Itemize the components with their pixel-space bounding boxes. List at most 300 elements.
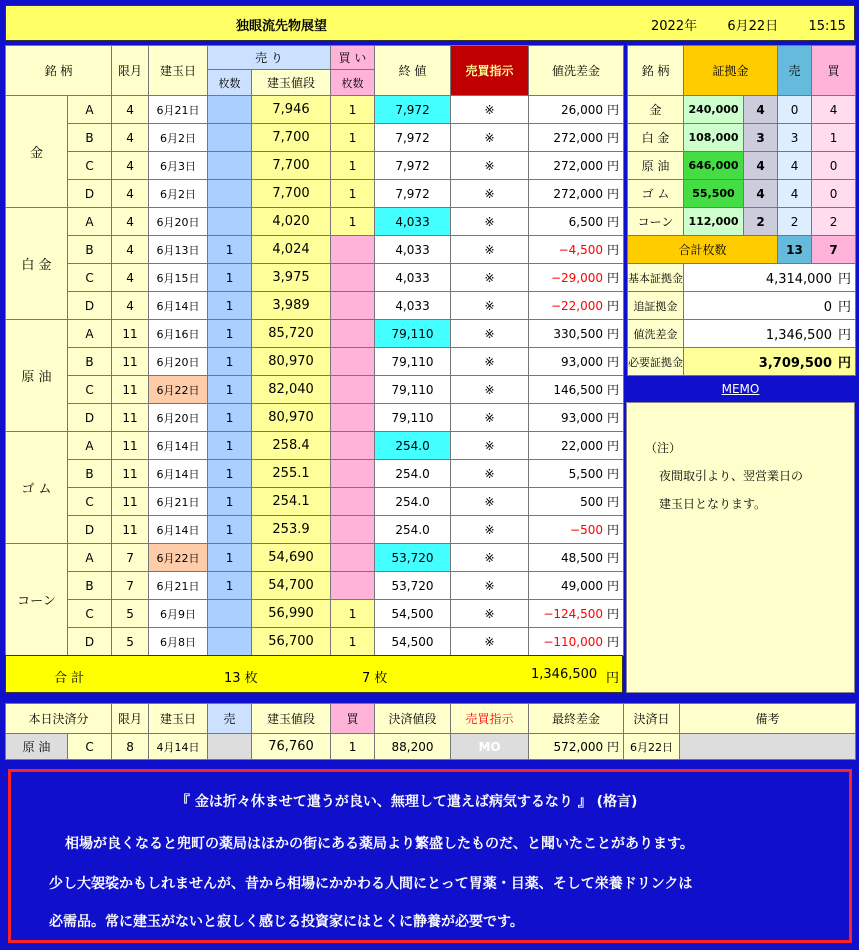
row-price: 7,700 xyxy=(252,180,331,208)
row-sell: 1 xyxy=(208,488,252,516)
row-month: 11 xyxy=(112,348,149,376)
row-price: 3,975 xyxy=(252,264,331,292)
row-close: 79,110 xyxy=(375,404,451,432)
row-diff-unit: 円 xyxy=(607,635,620,649)
row-diff xyxy=(529,348,624,376)
row-code: C xyxy=(68,264,112,292)
group-name: コーン xyxy=(6,544,68,656)
row-signal: ※ xyxy=(451,124,529,152)
margin-row xyxy=(628,180,856,208)
row-close: 7,972 xyxy=(375,152,451,180)
margin-row xyxy=(628,208,856,236)
row-price: 258.4 xyxy=(252,432,331,460)
row-month: 5 xyxy=(112,600,149,628)
row-diff-value: 49,000 xyxy=(561,579,604,593)
quote-panel xyxy=(8,769,852,943)
table-row xyxy=(6,236,624,264)
settle-final-unit: 円 xyxy=(607,740,620,754)
row-month: 11 xyxy=(112,432,149,460)
row-close: 254.0 xyxy=(375,488,451,516)
margin-lots: 2 xyxy=(744,208,778,236)
row-diff-unit: 円 xyxy=(607,299,620,313)
margin-summary-label: 追証拠金 xyxy=(628,292,684,320)
row-month: 4 xyxy=(112,264,149,292)
row-date: 6月9日 xyxy=(149,600,208,628)
margin-count-buy: 7 xyxy=(812,236,856,264)
row-diff-value: −4,500 xyxy=(558,243,604,257)
row-diff xyxy=(529,460,624,488)
row-diff-unit: 円 xyxy=(607,439,620,453)
row-buy xyxy=(331,236,375,264)
table-row xyxy=(6,292,624,320)
row-price: 3,989 xyxy=(252,292,331,320)
row-signal: ※ xyxy=(451,180,529,208)
row-sell xyxy=(208,628,252,656)
table-row xyxy=(6,96,624,124)
table-row xyxy=(6,152,624,180)
row-diff xyxy=(529,628,624,656)
margin-count-row xyxy=(628,236,856,264)
row-code: A xyxy=(68,208,112,236)
row-code: C xyxy=(68,488,112,516)
settle-header-kessaiday: 決済日 xyxy=(624,704,680,734)
col-header-signal: 売買指示 xyxy=(451,46,529,96)
row-diff-unit: 円 xyxy=(607,271,620,285)
row-signal: ※ xyxy=(451,96,529,124)
margin-summary-value xyxy=(684,264,856,292)
margin-summary-unit: 円 xyxy=(838,300,852,315)
col-header-sell: 売 り xyxy=(208,46,331,70)
row-date: 6月14日 xyxy=(149,460,208,488)
row-code: B xyxy=(68,236,112,264)
quote-line: 少し大袈裟かもしれませんが、昔から相場にかかわる人間にとって胃薬・目薬、そして栄養ドリンクは xyxy=(49,876,693,892)
margin-summary-amount: 3,709,500 xyxy=(758,356,832,371)
margin-summary-amount: 4,314,000 xyxy=(765,272,832,287)
table-row xyxy=(6,572,624,600)
table-row xyxy=(6,348,624,376)
row-price: 7,700 xyxy=(252,124,331,152)
row-price: 7,700 xyxy=(252,152,331,180)
row-date: 6月22日 xyxy=(149,544,208,572)
row-diff xyxy=(529,208,624,236)
margin-name: 金 xyxy=(628,96,684,124)
margin-sell: 0 xyxy=(778,96,812,124)
settle-header-buy: 買 xyxy=(331,704,375,734)
row-price: 82,040 xyxy=(252,376,331,404)
row-diff-value: 272,000 xyxy=(553,131,604,145)
settle-day: 6月22日 xyxy=(624,734,680,760)
row-signal: ※ xyxy=(451,628,529,656)
row-buy xyxy=(331,516,375,544)
settle-header-signal: 売買指示 xyxy=(451,704,529,734)
row-diff-value: −110,000 xyxy=(543,635,604,649)
margin-summary-label: 基本証拠金 xyxy=(628,264,684,292)
row-month: 4 xyxy=(112,96,149,124)
row-sell: 1 xyxy=(208,236,252,264)
row-sell: 1 xyxy=(208,320,252,348)
row-diff-unit: 円 xyxy=(607,523,620,537)
row-sell: 1 xyxy=(208,516,252,544)
row-sell: 1 xyxy=(208,376,252,404)
row-close: 4,033 xyxy=(375,292,451,320)
row-diff-value: −124,500 xyxy=(543,607,604,621)
row-diff xyxy=(529,320,624,348)
title-bar xyxy=(5,5,855,41)
row-diff-value: 5,500 xyxy=(568,467,604,481)
row-sell xyxy=(208,152,252,180)
total-row xyxy=(5,655,623,693)
row-close: 53,720 xyxy=(375,544,451,572)
margin-summary-unit: 円 xyxy=(838,272,852,287)
row-diff-unit: 円 xyxy=(607,495,620,509)
row-signal: ※ xyxy=(451,236,529,264)
row-code: A xyxy=(68,432,112,460)
table-row xyxy=(6,180,624,208)
row-date: 6月22日 xyxy=(149,376,208,404)
margin-summary-row xyxy=(628,348,856,376)
row-month: 11 xyxy=(112,516,149,544)
row-sell xyxy=(208,124,252,152)
row-sell xyxy=(208,180,252,208)
table-row xyxy=(6,320,624,348)
row-month: 11 xyxy=(112,460,149,488)
memo-panel xyxy=(626,402,855,693)
row-diff-value: 146,500 xyxy=(553,383,604,397)
row-sell: 1 xyxy=(208,264,252,292)
row-price: 56,990 xyxy=(252,600,331,628)
row-signal: ※ xyxy=(451,432,529,460)
group-name: ゴ ム xyxy=(6,432,68,544)
row-diff-unit: 円 xyxy=(607,187,620,201)
row-diff-value: 93,000 xyxy=(561,355,604,369)
margin-name: ゴ ム xyxy=(628,180,684,208)
quote-line: 『 金は折々休ませて遣うが良い、無理して遣えば病気するなり 』 (格言) xyxy=(176,794,638,810)
col-header-owarine: 終 値 xyxy=(375,46,451,96)
row-diff-unit: 円 xyxy=(607,411,620,425)
settle-header-tatene: 建玉値段 xyxy=(252,704,331,734)
row-signal: ※ xyxy=(451,376,529,404)
row-code: B xyxy=(68,124,112,152)
row-price: 4,024 xyxy=(252,236,331,264)
row-date: 6月16日 xyxy=(149,320,208,348)
margin-lots: 4 xyxy=(744,152,778,180)
header-time: 15:15 xyxy=(808,19,846,34)
margin-name: コーン xyxy=(628,208,684,236)
row-diff xyxy=(529,544,624,572)
page-title: 独眼流先物展望 xyxy=(236,19,328,34)
row-close: 53,720 xyxy=(375,572,451,600)
row-price: 254.1 xyxy=(252,488,331,516)
margin-amount: 55,500 xyxy=(684,180,744,208)
margin-summary-value xyxy=(684,348,856,376)
row-buy xyxy=(331,376,375,404)
row-diff-value: −22,000 xyxy=(550,299,604,313)
memo-link[interactable]: MEMO xyxy=(626,380,855,400)
row-buy xyxy=(331,460,375,488)
row-buy xyxy=(331,404,375,432)
margin-row xyxy=(628,124,856,152)
row-sell: 1 xyxy=(208,572,252,600)
row-month: 11 xyxy=(112,404,149,432)
row-sell: 1 xyxy=(208,460,252,488)
row-diff-value: 6,500 xyxy=(568,215,604,229)
memo-line: 夜間取引より、翌営業日の xyxy=(659,469,804,483)
row-close: 7,972 xyxy=(375,180,451,208)
margin-header-meigara: 銘 柄 xyxy=(628,46,684,96)
row-buy: 1 xyxy=(331,180,375,208)
total-diff: 1,346,500 xyxy=(531,667,598,682)
row-price: 80,970 xyxy=(252,404,331,432)
positions-table xyxy=(5,45,624,656)
memo-line: 建玉日となります。 xyxy=(659,497,767,511)
margin-buy: 4 xyxy=(812,96,856,124)
header-monthday: 6月22日 xyxy=(727,19,779,34)
row-signal: ※ xyxy=(451,292,529,320)
row-close: 254.0 xyxy=(375,432,451,460)
settle-month: 8 xyxy=(112,734,149,760)
row-sell: 1 xyxy=(208,544,252,572)
row-buy xyxy=(331,264,375,292)
row-price: 56,700 xyxy=(252,628,331,656)
col-header-tateday: 建玉日 xyxy=(149,46,208,96)
row-diff-unit: 円 xyxy=(607,103,620,117)
row-date: 6月14日 xyxy=(149,516,208,544)
margin-row xyxy=(628,152,856,180)
row-diff xyxy=(529,600,624,628)
settlement-table xyxy=(5,703,856,760)
col-header-meigara: 銘 柄 xyxy=(6,46,112,96)
margin-summary-row xyxy=(628,292,856,320)
table-row xyxy=(6,208,624,236)
row-buy xyxy=(331,432,375,460)
quote-line: 相場が良くなると兜町の薬局はほかの街にある薬局より繁盛したものだ、と聞いたことがあります。 xyxy=(65,836,694,852)
margin-sell: 4 xyxy=(778,180,812,208)
table-row xyxy=(6,460,624,488)
settle-buy: 1 xyxy=(331,734,375,760)
row-close: 7,972 xyxy=(375,124,451,152)
settle-final-value: 572,000 xyxy=(553,740,604,754)
margin-summary-value xyxy=(684,320,856,348)
table-row xyxy=(6,264,624,292)
group-name: 白 金 xyxy=(6,208,68,320)
row-diff-unit: 円 xyxy=(607,579,620,593)
margin-name: 原 油 xyxy=(628,152,684,180)
row-date: 6月20日 xyxy=(149,404,208,432)
margin-summary-unit: 円 xyxy=(838,328,852,343)
margin-buy: 0 xyxy=(812,180,856,208)
total-sell: 13 枚 xyxy=(224,671,258,686)
row-diff-unit: 円 xyxy=(607,327,620,341)
row-diff xyxy=(529,488,624,516)
row-price: 253.9 xyxy=(252,516,331,544)
row-diff-value: 48,500 xyxy=(561,551,604,565)
row-sell: 1 xyxy=(208,292,252,320)
row-close: 79,110 xyxy=(375,320,451,348)
row-diff-value: 330,500 xyxy=(553,327,604,341)
row-diff-value: 272,000 xyxy=(553,187,604,201)
col-header-gengetsu: 限月 xyxy=(112,46,149,96)
table-row xyxy=(6,544,624,572)
row-date: 6月15日 xyxy=(149,264,208,292)
row-date: 6月14日 xyxy=(149,432,208,460)
row-month: 5 xyxy=(112,628,149,656)
row-diff xyxy=(529,124,624,152)
row-signal: ※ xyxy=(451,460,529,488)
row-diff-unit: 円 xyxy=(607,607,620,621)
table-row xyxy=(6,488,624,516)
row-diff xyxy=(529,96,624,124)
table-row xyxy=(6,628,624,656)
row-code: A xyxy=(68,96,112,124)
group-name: 原 油 xyxy=(6,320,68,432)
col-header-tatene: 建玉値段 xyxy=(252,70,331,96)
row-diff-value: 500 xyxy=(580,495,604,509)
row-diff xyxy=(529,292,624,320)
margin-lots: 4 xyxy=(744,96,778,124)
row-buy xyxy=(331,348,375,376)
memo-line: （注） xyxy=(645,441,682,455)
row-code: D xyxy=(68,404,112,432)
row-diff xyxy=(529,376,624,404)
row-close: 54,500 xyxy=(375,600,451,628)
settle-header-label: 本日決済分 xyxy=(6,704,112,734)
table-row xyxy=(6,404,624,432)
row-diff xyxy=(529,236,624,264)
row-diff-value: 26,000 xyxy=(561,103,604,117)
margin-lots: 3 xyxy=(744,124,778,152)
settle-final xyxy=(529,734,624,760)
settle-header-tateday: 建玉日 xyxy=(149,704,208,734)
row-code: C xyxy=(68,600,112,628)
row-close: 254.0 xyxy=(375,460,451,488)
table-row xyxy=(6,516,624,544)
margin-amount: 240,000 xyxy=(684,96,744,124)
row-month: 4 xyxy=(112,292,149,320)
row-close: 79,110 xyxy=(375,376,451,404)
row-buy: 1 xyxy=(331,152,375,180)
settle-header-sell: 売 xyxy=(208,704,252,734)
row-code: B xyxy=(68,348,112,376)
row-buy: 1 xyxy=(331,208,375,236)
row-diff-unit: 円 xyxy=(607,243,620,257)
row-code: C xyxy=(68,152,112,180)
row-close: 79,110 xyxy=(375,348,451,376)
margin-summary-amount: 1,346,500 xyxy=(765,328,832,343)
row-date: 6月3日 xyxy=(149,152,208,180)
row-diff-unit: 円 xyxy=(607,355,620,369)
row-signal: ※ xyxy=(451,572,529,600)
total-unit: 円 xyxy=(606,671,620,686)
row-diff xyxy=(529,180,624,208)
margin-sell: 2 xyxy=(778,208,812,236)
margin-buy: 1 xyxy=(812,124,856,152)
col-header-diff: 値洗差金 xyxy=(529,46,624,96)
margin-header-shoko: 証拠金 xyxy=(684,46,778,96)
quote-line: 必需品。常に建玉がないと寂しく感じる投資家にはとくに静養が必要です。 xyxy=(49,914,524,930)
row-code: D xyxy=(68,180,112,208)
settle-settle-price: 88,200 xyxy=(375,734,451,760)
row-diff xyxy=(529,432,624,460)
row-code: B xyxy=(68,572,112,600)
row-month: 11 xyxy=(112,320,149,348)
margin-buy: 0 xyxy=(812,152,856,180)
row-signal: ※ xyxy=(451,320,529,348)
header-date xyxy=(651,15,846,34)
margin-summary-unit: 円 xyxy=(838,356,852,371)
settle-note xyxy=(680,734,856,760)
row-code: D xyxy=(68,516,112,544)
row-code: A xyxy=(68,320,112,348)
row-price: 54,690 xyxy=(252,544,331,572)
row-month: 7 xyxy=(112,544,149,572)
margin-summary-row xyxy=(628,264,856,292)
row-diff-value: −29,000 xyxy=(550,271,604,285)
row-close: 54,500 xyxy=(375,628,451,656)
row-diff xyxy=(529,152,624,180)
settle-price: 76,760 xyxy=(252,734,331,760)
row-diff-value: 93,000 xyxy=(561,411,604,425)
row-diff-value: 272,000 xyxy=(553,159,604,173)
row-code: B xyxy=(68,460,112,488)
settle-header-gengetsu: 限月 xyxy=(112,704,149,734)
row-diff xyxy=(529,516,624,544)
margin-table xyxy=(627,45,856,376)
row-code: D xyxy=(68,628,112,656)
settle-date: 4月14日 xyxy=(149,734,208,760)
row-signal: ※ xyxy=(451,600,529,628)
row-buy xyxy=(331,320,375,348)
table-row xyxy=(6,432,624,460)
row-date: 6月8日 xyxy=(149,628,208,656)
row-sell xyxy=(208,96,252,124)
row-code: C xyxy=(68,376,112,404)
row-signal: ※ xyxy=(451,208,529,236)
group-name: 金 xyxy=(6,96,68,208)
row-buy: 1 xyxy=(331,628,375,656)
row-diff-value: −500 xyxy=(570,523,604,537)
row-buy xyxy=(331,572,375,600)
row-diff xyxy=(529,404,624,432)
total-buy: 7 枚 xyxy=(362,671,388,686)
row-buy xyxy=(331,544,375,572)
table-row xyxy=(6,376,624,404)
row-date: 6月13日 xyxy=(149,236,208,264)
margin-amount: 108,000 xyxy=(684,124,744,152)
row-date: 6月2日 xyxy=(149,180,208,208)
row-sell: 1 xyxy=(208,432,252,460)
row-diff xyxy=(529,264,624,292)
row-code: A xyxy=(68,544,112,572)
margin-name: 白 金 xyxy=(628,124,684,152)
row-date: 6月2日 xyxy=(149,124,208,152)
margin-amount: 646,000 xyxy=(684,152,744,180)
margin-count-label: 合計枚数 xyxy=(628,236,778,264)
margin-summary-label: 必要証拠金 xyxy=(628,348,684,376)
row-month: 7 xyxy=(112,572,149,600)
col-header-sell-count: 枚数 xyxy=(208,70,252,96)
row-close: 7,972 xyxy=(375,96,451,124)
row-date: 6月20日 xyxy=(149,208,208,236)
row-buy: 1 xyxy=(331,600,375,628)
margin-lots: 4 xyxy=(744,180,778,208)
row-price: 4,020 xyxy=(252,208,331,236)
row-buy xyxy=(331,488,375,516)
row-diff-unit: 円 xyxy=(607,131,620,145)
row-date: 6月14日 xyxy=(149,292,208,320)
row-diff-unit: 円 xyxy=(607,551,620,565)
row-signal: ※ xyxy=(451,348,529,376)
row-close: 254.0 xyxy=(375,516,451,544)
